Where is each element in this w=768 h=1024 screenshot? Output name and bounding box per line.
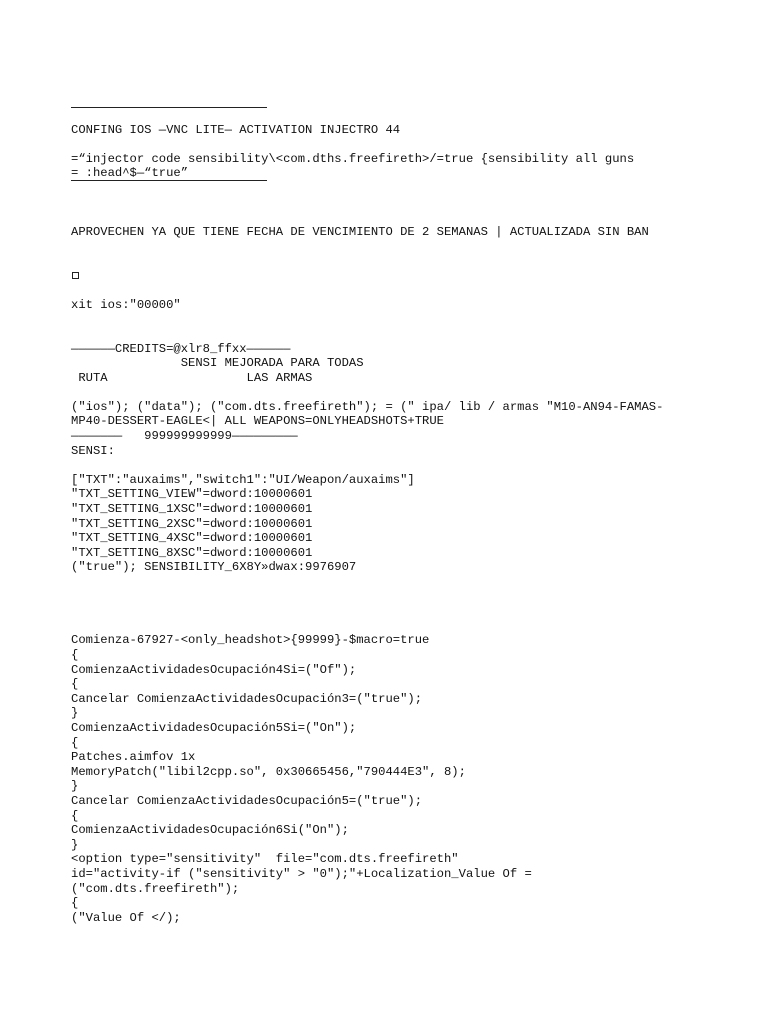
- placeholder-glyph-line: [71, 269, 761, 284]
- code-line: ComienzaActividadesOcupación4Si=("Of");: [71, 662, 357, 677]
- setting-line: ("true"); SENSIBILITY_6X8Y»dwax:9976907: [71, 560, 357, 575]
- code-line: Cancelar ComienzaActividadesOcupación3=("true");: [71, 691, 423, 706]
- code-line: ("Value Of </);: [71, 910, 181, 925]
- code-line: {: [71, 896, 79, 911]
- path-line-3: ——————— 999999999999—————————: [71, 429, 298, 444]
- document-page: [71, 94, 761, 925]
- missing-glyph-icon: [72, 272, 79, 279]
- code-line: ("com.dts.freefireth");: [71, 881, 240, 896]
- ruta-line: RUTA LAS ARMAS: [71, 370, 313, 385]
- code-line: Cancelar ComienzaActividadesOcupación5=("true");: [71, 793, 423, 808]
- injector-line-2: = :head^$—“true”: [71, 166, 189, 181]
- code-line: {: [71, 808, 79, 823]
- sensi-mejorada-line: SENSI MEJORADA PARA TODAS: [71, 356, 364, 371]
- code-line: {: [71, 735, 79, 750]
- code-line: }: [71, 779, 79, 794]
- xit-line: xit ios:"00000": [71, 297, 181, 312]
- path-line-2: MP40-DESSERT-EAGLE<| ALL WEAPONS=ONLYHEADSHOTS+TRUE: [71, 414, 444, 429]
- path-line-1: ("ios"); ("data"); ("com.dts.freefireth"); = (" ipa/ lib / armas "M10-AN94-FAMAS-: [71, 399, 664, 414]
- injector-line-1: =“injector code sensibility\<com.dths.freefireth>/=true {sensibility all guns: [71, 151, 635, 166]
- code-line: }: [71, 706, 79, 721]
- setting-line: "TXT_SETTING_2XSC"=dword:10000601: [71, 516, 313, 531]
- code-line: ComienzaActividadesOcupación5Si=("On");: [71, 720, 357, 735]
- code-line: Comienza-67927-<only_headshot>{99999}-$macro=true: [71, 633, 430, 648]
- code-block: [71, 633, 761, 925]
- setting-line: "TXT_SETTING_VIEW"=dword:10000601: [71, 487, 313, 502]
- code-line: }: [71, 837, 79, 852]
- code-line: {: [71, 648, 79, 662]
- setting-line: "TXT_SETTING_1XSC"=dword:10000601: [71, 502, 313, 517]
- sensi-label: SENSI:: [71, 443, 115, 458]
- credits-line: ——————CREDITS=@xlr8_ffxx——————: [71, 341, 291, 356]
- setting-line: "TXT_SETTING_8XSC"=dword:10000601: [71, 545, 313, 560]
- code-line: Patches.aimfov 1x: [71, 750, 196, 765]
- code-line: ComienzaActividadesOcupación6Si("On");: [71, 823, 349, 838]
- code-line: id="activity-if ("sensitivity" > "0");"+Localization_Value Of =: [71, 866, 532, 881]
- code-line: MemoryPatch("libil2cpp.so", 0x30665456,"790444E3", 8);: [71, 764, 466, 779]
- code-line: {: [71, 677, 79, 692]
- title-line: CONFING IOS —VNC LITE— ACTIVATION INJECTRO 44: [71, 122, 401, 137]
- code-line: <option type="sensitivity" file="com.dts.freefireth": [71, 852, 459, 867]
- setting-line: ["TXT":"auxaims","switch1":"UI/Weapon/auxaims"]: [71, 472, 415, 487]
- notice-line: APROVECHEN YA QUE TIENE FECHA DE VENCIMIENTO DE 2 SEMANAS | ACTUALIZADA SIN BAN: [71, 224, 649, 239]
- setting-line: "TXT_SETTING_4XSC"=dword:10000601: [71, 531, 313, 546]
